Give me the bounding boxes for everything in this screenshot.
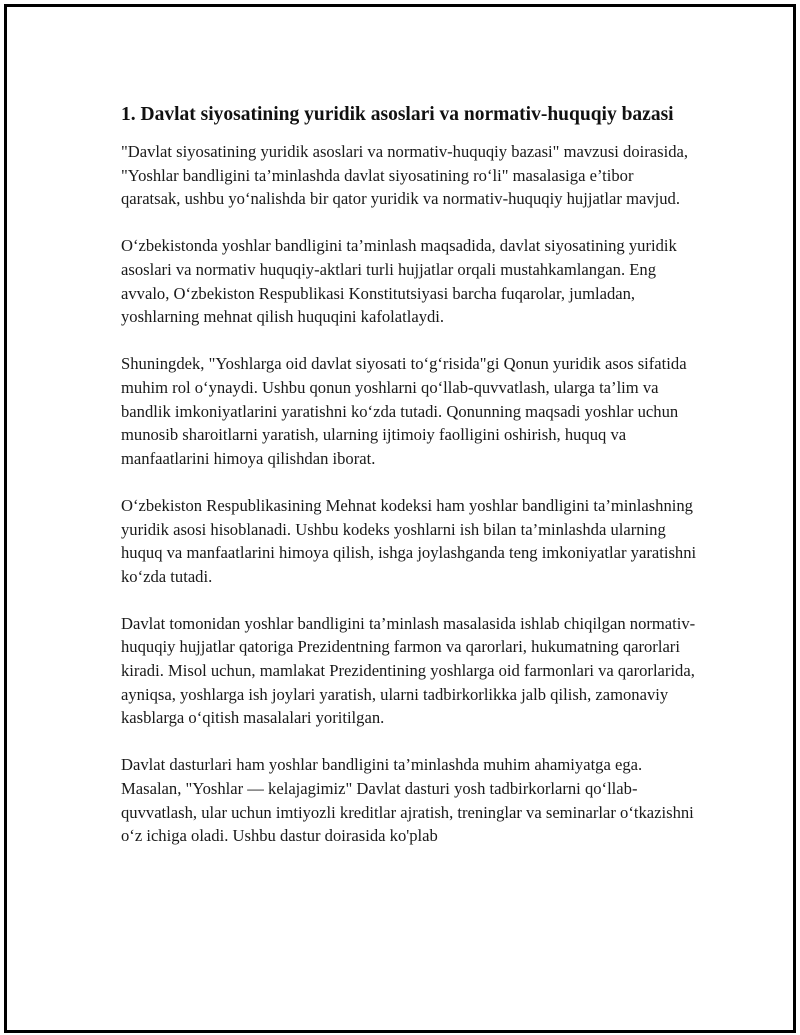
paragraph-4: O‘zbekiston Respublikasining Mehnat kodeksi ham yoshlar bandligini ta’minlashning yuridik asosi hisoblanadi. Ushbu kodeks yoshlarni ish bilan ta’minlashda ularning huquq va manfaatlarini himoya qilish, ishga joylashganda teng imkoniyatlar yaratishni ko‘zda tutadi. (121, 495, 697, 586)
paragraph-3: Shuningdek, "Yoshlarga oid davlat siyosati to‘g‘risida"gi Qonun yuridik asos sifatida muhim rol o‘ynaydi. Ushbu qonun yoshlarni qo‘llab-quvvatlash, ularga ta’lim va bandlik imkoniyatlarini yaratishni ko‘zda tutadi. Qonunning maqsadi yoshlar uchun munosib sharoitlarni yaratish, ularning ijtimoiy faolligini oshirish, huquq va manfaatlarini himoya qilishdan iborat. (121, 354, 687, 468)
paragraph-5: Davlat tomonidan yoshlar bandligini ta’minlash masalasida ishlab chiqilgan normativ-huquqiy hujjatlar qatoriga Prezidentning farmon va qarorlari, hukumatning qarorlari kiradi. Misol uchun, mamlakat Prezidentining yoshlarga oid farmonlari va qarorlarida, ayniqsa, yoshlarga ish joylari yaratish, ularni tadbirkorlikka jalb qilish, zamonaviy kasblarga o‘qitish masalalari yoritilgan. (121, 613, 696, 728)
page-frame (4, 4, 796, 1033)
document-body (121, 101, 697, 871)
paragraph-6: Davlat dasturlari ham yoshlar bandligini ta’minlashda muhim ahamiyatga ega. Masalan, "Yoshlar — kelajagimiz" Davlat dasturi yosh tadbirkorlarni qo‘llab-quvvatlash, ular uchun imtiyozli kreditlar ajratish, treninglar va seminarlar o‘tkazishni o‘z ichiga oladi. Ushbu dastur doirasida ko'plab (121, 755, 694, 846)
section-heading: 1. Davlat siyosatining yuridik asoslari va normativ-huquqiy bazasi (121, 104, 674, 125)
paragraph-1: "Davlat siyosatining yuridik asoslari va normativ-huquqiy bazasi" mavzusi doirasida, "Yoshlar bandligini ta’minlashda davlat siyosatining ro‘li" masalasiga e’tibor qaratsak, ushbu yo‘nalishda bir qator yuridik va normativ-huquqiy hujjatlar mavjud. (121, 142, 689, 209)
paragraph-2: O‘zbekistonda yoshlar bandligini ta’minlash maqsadida, davlat siyosatining yuridik asoslari va normativ huquqiy-aktlari turli hujjatlar orqali mustahkamlangan. Eng avvalo, O‘zbekiston Respublikasi Konstitutsiyasi barcha fuqarolar, jumladan, yoshlarning mehnat qilish huquqini kafolatlaydi. (121, 236, 677, 327)
